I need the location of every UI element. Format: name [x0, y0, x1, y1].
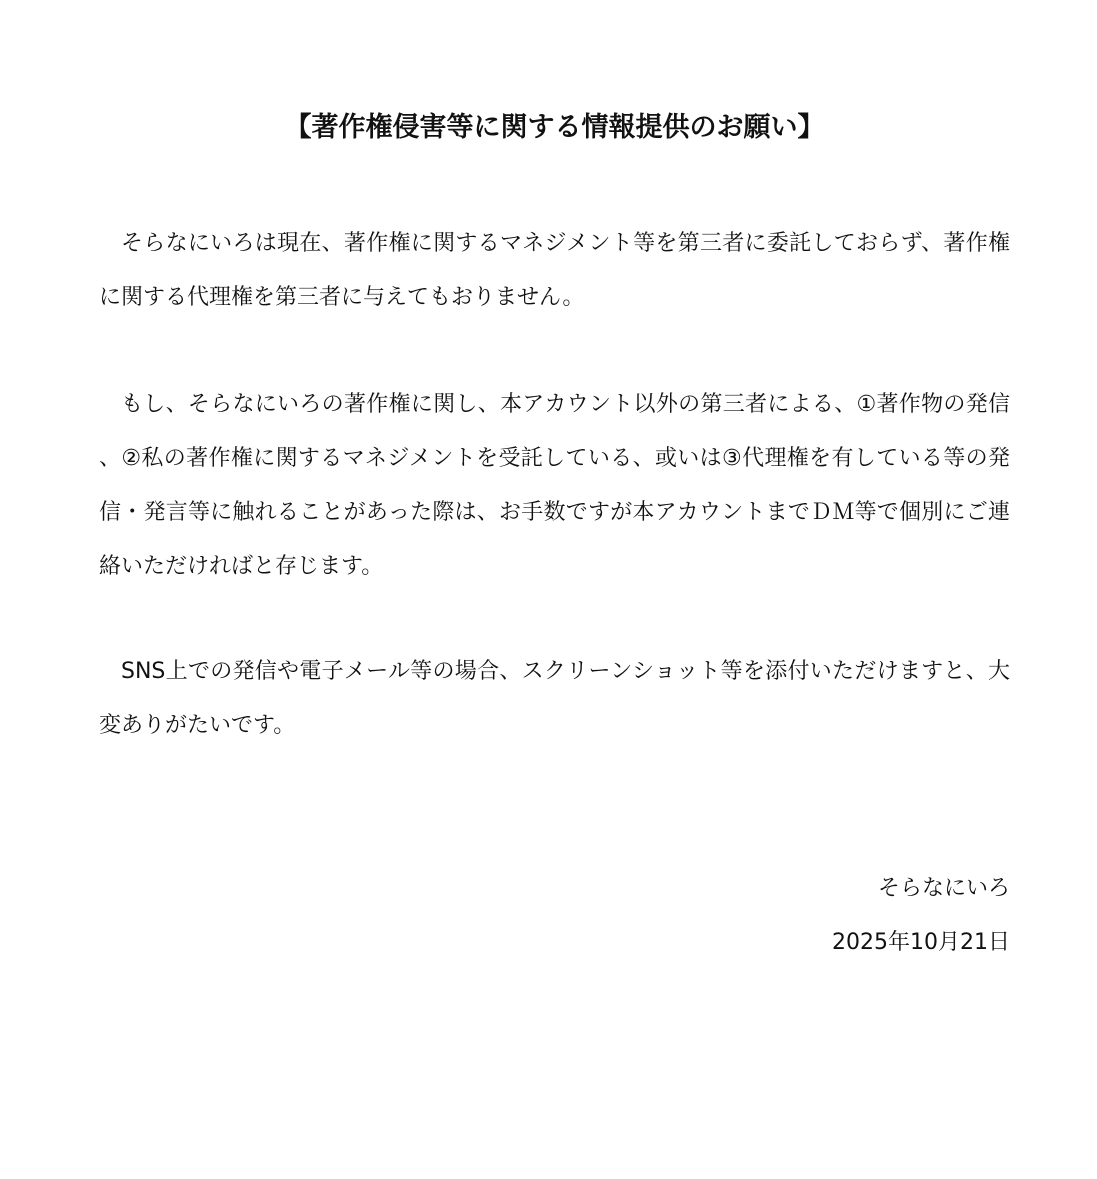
notice-title: 【著作権侵害等に関する情報提供のお願い】 — [284, 112, 825, 143]
signature-date: 2025年10月21日 — [832, 930, 1010, 955]
signature-name: そらなにいろ — [877, 876, 1010, 901]
notice-document — [99, 0, 1010, 1179]
paragraph-screenshot-request: SNS上での発信や電子メール等の場合、スクリーンショット等を添付いただけますと、大変ありがたいです。 — [99, 659, 1010, 738]
paragraph-report-request: もし、そらなにいろの著作権に関し、本アカウント以外の第三者による、①著作物の発信、②私の著作権に関するマネジメントを受託している、或いは③代理権を有している等の発信・発言等に触れることがあった際は、お手数ですが本アカウントまでＤＭ等で個別にご連絡いただければと存じます。 — [99, 392, 1010, 579]
paragraph-no-delegation: そらなにいろは現在、著作権に関するマネジメント等を第三者に委託しておらず、著作権に関する代理権を第三者に与えてもおりません。 — [99, 231, 1010, 310]
